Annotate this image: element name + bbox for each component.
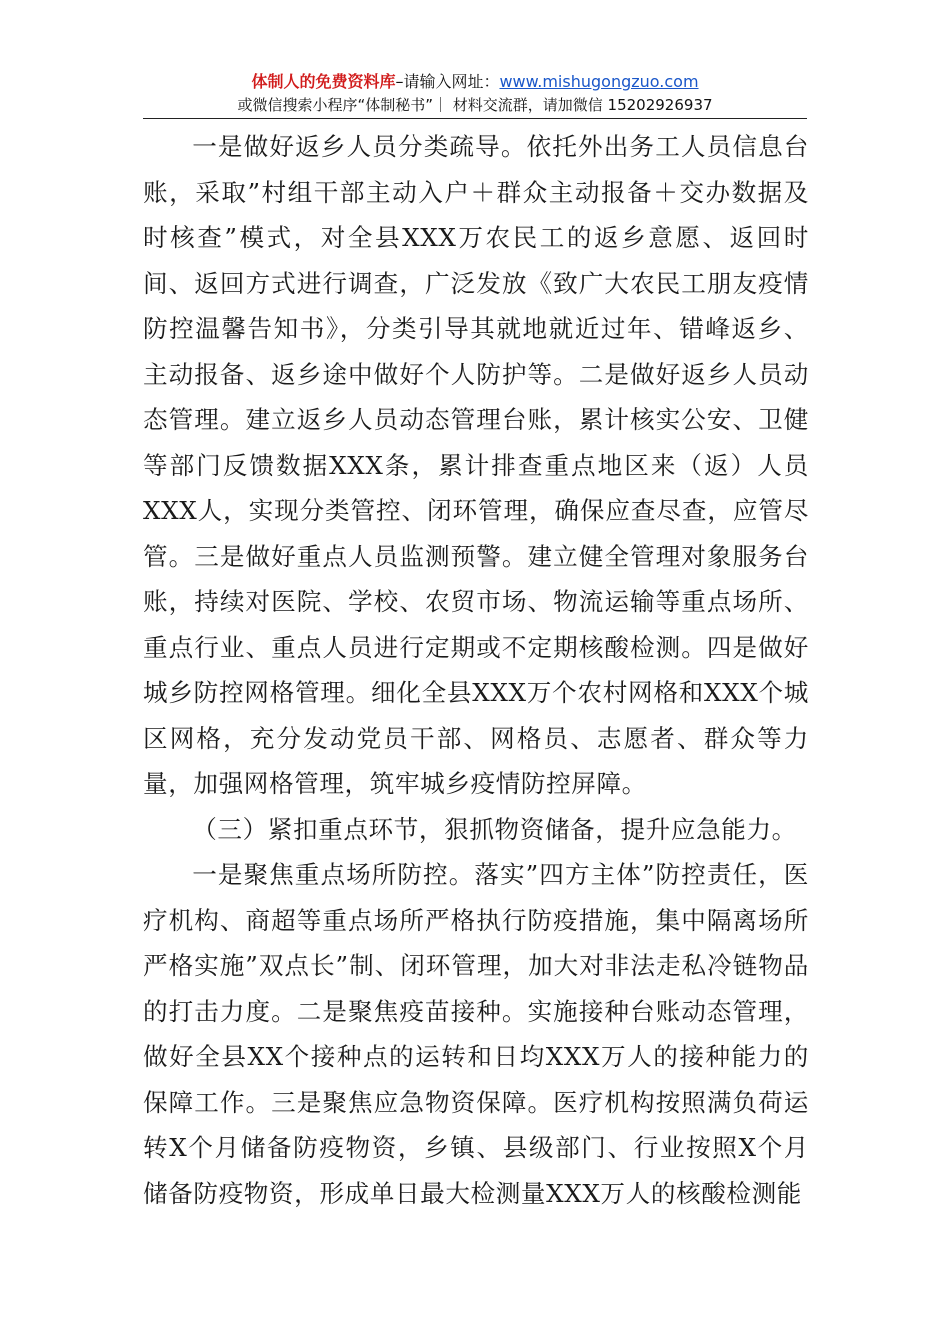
header-divider: [143, 118, 807, 119]
header-line-2: 或微信搜索小程序“体制秘书”｜ 材料交流群，请加微信 15202926937: [237, 96, 713, 114]
header-line-1: [150, 70, 800, 94]
section-heading: （三）紧扣重点环节，狠抓物资储备，提升应急能力。: [192, 814, 797, 844]
document-body: [143, 124, 809, 1216]
page-header: [150, 70, 800, 116]
website-link[interactable]: www.mishugongzuo.com: [499, 72, 699, 91]
brand-name: 体制人的免费资料库: [251, 72, 396, 91]
paragraph: 一是做好返乡人员分类疏导。依托外出务工人员信息台账，采取”村组干部主动入户＋群众主动报备＋交办数据及时核查”模式，对全县XXX万农民工的返乡意愿、返回时间、返回方式进行调查，广泛发放《致广大农民工朋友疫情防控温馨告知书》，分类引导其就地就近过年、错峰返乡、主动报备、返乡途中做好个人防护等。二是做好返乡人员动态管理。建立返乡人员动态管理台账，累计核实公安、卫健等部门反馈数据XXX条，累计排查重点地区来（返）人员XXX人，实现分类管控、闭环管理，确保应查尽查，应管尽管。三是做好重点人员监测预警。建立健全管理对象服务台账，持续对医院、学校、农贸市场、物流运输等重点场所、重点行业、重点人员进行定期或不定期核酸检测。四是做好城乡防控网格管理。细化全县XXX万个农村网格和XXX个城区网格，充分发动党员干部、网格员、志愿者、群众等力量，加强网格管理，筑牢城乡疫情防控屏障。: [143, 132, 809, 798]
url-prompt: –请输入网址：: [395, 72, 500, 91]
paragraph: 一是聚焦重点场所防控。落实”四方主体”防控责任，医疗机构、商超等重点场所严格执行防疫措施，集中隔离场所严格实施”双点长”制、闭环管理，加大对非法走私冷链物品的打击力度。二是聚焦疫苗接种。实施接种台账动态管理，做好全县XX个接种点的运转和日均XXX万人的接种能力的保障工作。三是聚焦应急物资保障。医疗机构按照满负荷运转X个月储备防疫物资，乡镇、县级部门、行业按照X个月储备防疫物资，形成单日最大检测量XXX万人的核酸检测能: [143, 860, 809, 1208]
